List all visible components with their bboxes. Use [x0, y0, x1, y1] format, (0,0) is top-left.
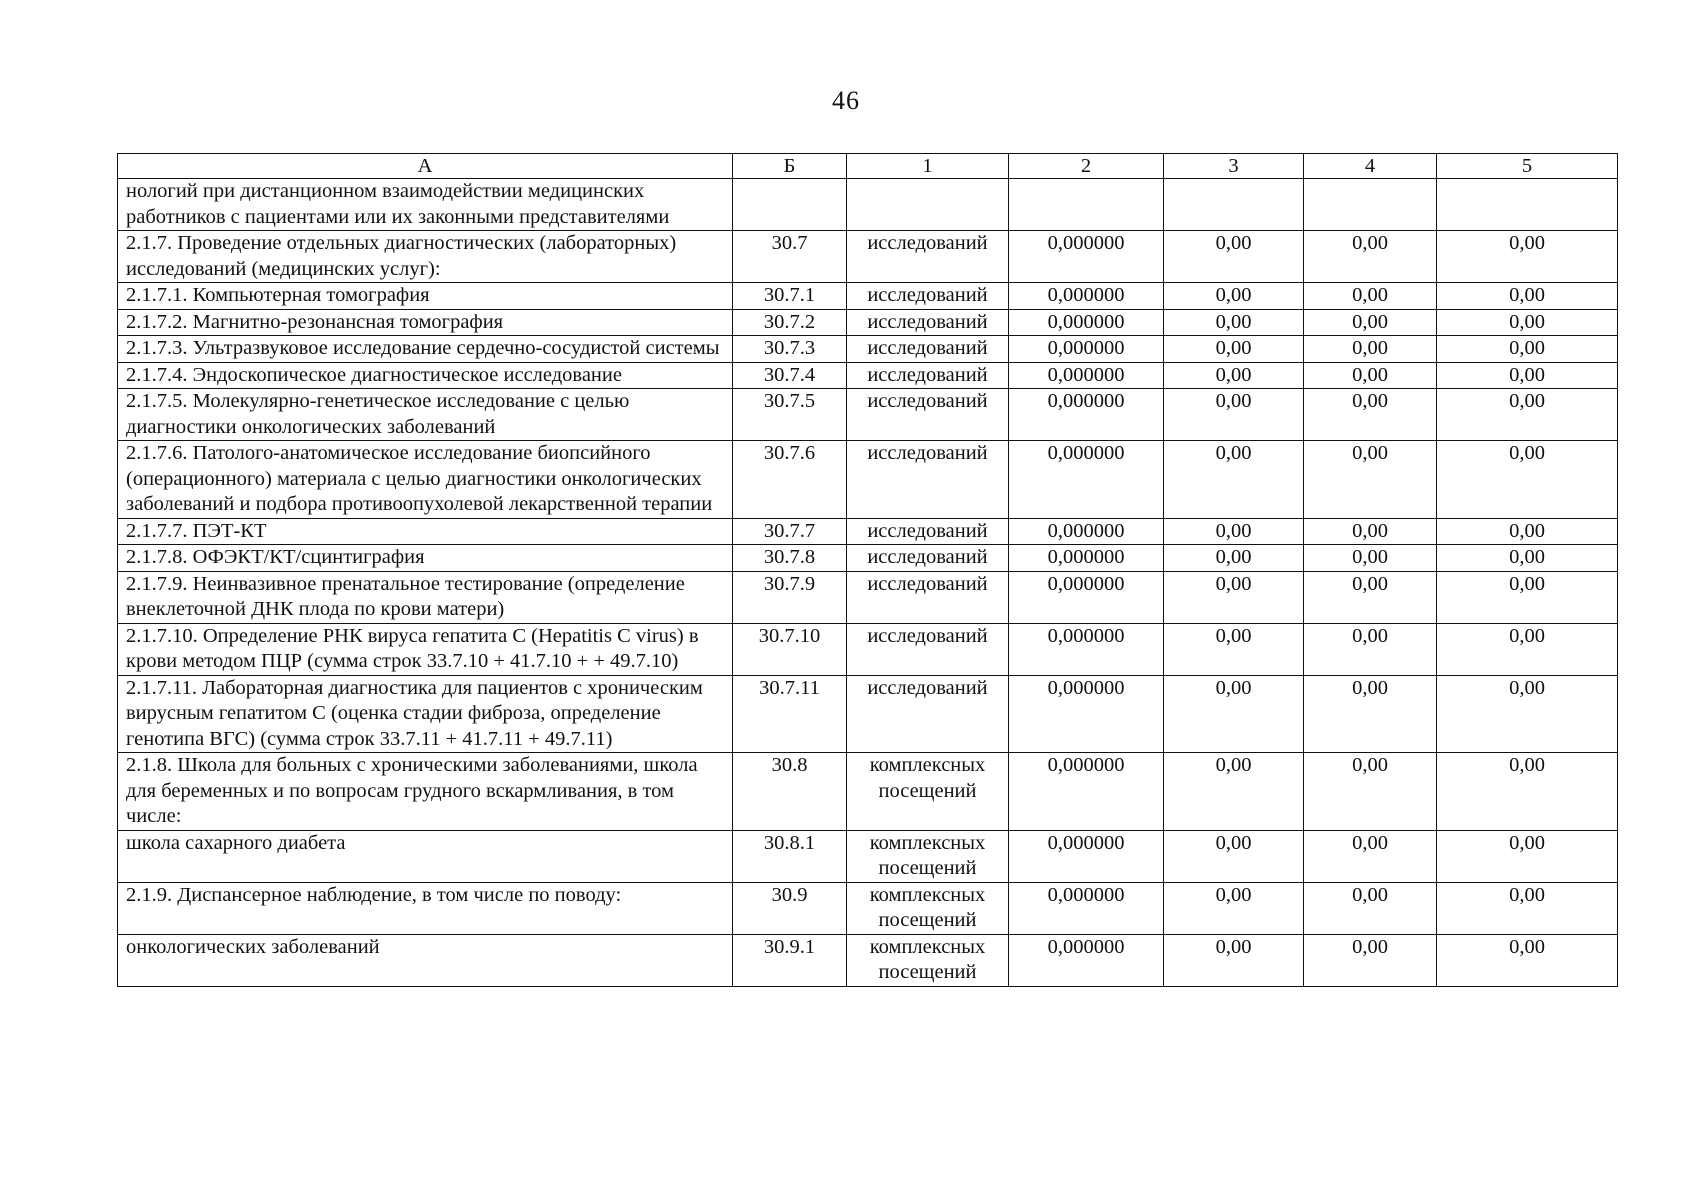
row-code-cell: 30.7.4 — [733, 362, 847, 389]
row-value-3-cell: 0,00 — [1164, 571, 1304, 623]
row-value-5-cell: 0,00 — [1437, 336, 1618, 363]
table-row — [118, 518, 1618, 545]
row-value-2-cell: 0,000000 — [1009, 518, 1164, 545]
row-value-2-cell: 0,000000 — [1009, 441, 1164, 519]
row-value-3-cell: 0,00 — [1164, 830, 1304, 882]
row-value-4-cell: 0,00 — [1304, 231, 1437, 283]
row-value-4-cell: 0,00 — [1304, 389, 1437, 441]
row-value-3-cell: 0,00 — [1164, 675, 1304, 753]
row-code-cell: 30.7.7 — [733, 518, 847, 545]
row-name-cell: 2.1.9. Диспансерное наблюдение, в том числе по поводу: — [118, 882, 733, 934]
row-value-4-cell: 0,00 — [1304, 571, 1437, 623]
row-unit-cell: комплексных посещений — [847, 882, 1009, 934]
row-code-cell — [733, 179, 847, 231]
row-value-5-cell: 0,00 — [1437, 545, 1618, 572]
row-code-cell: 30.8 — [733, 753, 847, 831]
row-code-cell: 30.7.2 — [733, 309, 847, 336]
row-value-5-cell: 0,00 — [1437, 389, 1618, 441]
row-value-4-cell: 0,00 — [1304, 753, 1437, 831]
row-value-4-cell: 0,00 — [1304, 362, 1437, 389]
row-value-2-cell: 0,000000 — [1009, 336, 1164, 363]
row-name-cell: 2.1.8. Школа для больных с хроническими заболеваниями, школа для беременных и по вопросам грудного вскармливания, в том числе: — [118, 753, 733, 831]
row-value-4-cell: 0,00 — [1304, 830, 1437, 882]
table-row — [118, 283, 1618, 310]
row-name-cell: 2.1.7.7. ПЭТ-КТ — [118, 518, 733, 545]
row-unit-cell: комплексных посещений — [847, 830, 1009, 882]
table-row — [118, 623, 1618, 675]
table-row — [118, 753, 1618, 831]
row-value-5-cell: 0,00 — [1437, 882, 1618, 934]
row-value-4-cell: 0,00 — [1304, 545, 1437, 572]
row-name-cell: 2.1.7.1. Компьютерная томография — [118, 283, 733, 310]
table-row — [118, 336, 1618, 363]
row-value-4-cell: 0,00 — [1304, 934, 1437, 986]
row-unit-cell: исследований — [847, 231, 1009, 283]
row-value-2-cell: 0,000000 — [1009, 389, 1164, 441]
page-number: 46 — [832, 86, 860, 115]
row-value-3-cell: 0,00 — [1164, 882, 1304, 934]
row-name-cell: 2.1.7.8. ОФЭКТ/КТ/сцинтиграфия — [118, 545, 733, 572]
column-header-2: 2 — [1009, 154, 1164, 179]
row-value-2-cell: 0,000000 — [1009, 934, 1164, 986]
row-value-2-cell: 0,000000 — [1009, 231, 1164, 283]
row-value-2-cell: 0,000000 — [1009, 545, 1164, 572]
row-unit-cell: исследований — [847, 283, 1009, 310]
row-code-cell: 30.7.1 — [733, 283, 847, 310]
table-row — [118, 571, 1618, 623]
row-value-4-cell: 0,00 — [1304, 518, 1437, 545]
row-unit-cell: исследований — [847, 675, 1009, 753]
table-row — [118, 362, 1618, 389]
table-row — [118, 882, 1618, 934]
row-value-3-cell: 0,00 — [1164, 336, 1304, 363]
row-code-cell: 30.8.1 — [733, 830, 847, 882]
column-header-b: Б — [733, 154, 847, 179]
row-code-cell: 30.9.1 — [733, 934, 847, 986]
row-value-5-cell — [1437, 179, 1618, 231]
row-value-3-cell: 0,00 — [1164, 934, 1304, 986]
table-row — [118, 231, 1618, 283]
row-code-cell: 30.7.9 — [733, 571, 847, 623]
table-row — [118, 830, 1618, 882]
row-unit-cell: исследований — [847, 518, 1009, 545]
row-value-5-cell: 0,00 — [1437, 518, 1618, 545]
row-code-cell: 30.7 — [733, 231, 847, 283]
row-value-5-cell: 0,00 — [1437, 571, 1618, 623]
row-value-4-cell: 0,00 — [1304, 623, 1437, 675]
row-unit-cell — [847, 179, 1009, 231]
row-unit-cell: комплексных посещений — [847, 753, 1009, 831]
row-value-2-cell: 0,000000 — [1009, 830, 1164, 882]
row-value-3-cell: 0,00 — [1164, 518, 1304, 545]
row-value-5-cell: 0,00 — [1437, 309, 1618, 336]
row-value-5-cell: 0,00 — [1437, 362, 1618, 389]
table-row — [118, 441, 1618, 519]
row-unit-cell: исследований — [847, 362, 1009, 389]
row-name-cell: 2.1.7. Проведение отдельных диагностических (лабораторных) исследований (медицинских услуг): — [118, 231, 733, 283]
row-unit-cell: исследований — [847, 336, 1009, 363]
table-row — [118, 934, 1618, 986]
row-code-cell: 30.7.3 — [733, 336, 847, 363]
row-value-4-cell: 0,00 — [1304, 309, 1437, 336]
row-code-cell: 30.7.11 — [733, 675, 847, 753]
row-value-2-cell: 0,000000 — [1009, 882, 1164, 934]
row-value-2-cell: 0,000000 — [1009, 283, 1164, 310]
row-name-cell: 2.1.7.10. Определение РНК вируса гепатита С (Hepatitis C virus) в крови методом ПЦР (сумма строк 33.7.10 + 41.7.10 + + 49.7.10) — [118, 623, 733, 675]
row-name-cell: 2.1.7.4. Эндоскопическое диагностическое исследование — [118, 362, 733, 389]
row-value-4-cell — [1304, 179, 1437, 231]
row-value-2-cell — [1009, 179, 1164, 231]
row-value-5-cell: 0,00 — [1437, 934, 1618, 986]
table-row — [118, 389, 1618, 441]
row-value-3-cell: 0,00 — [1164, 362, 1304, 389]
row-unit-cell: комплексных посещений — [847, 934, 1009, 986]
row-unit-cell: исследований — [847, 441, 1009, 519]
table-row — [118, 179, 1618, 231]
row-unit-cell: исследований — [847, 389, 1009, 441]
table-row — [118, 545, 1618, 572]
row-name-cell: 2.1.7.5. Молекулярно-генетическое исследование с целью диагностики онкологических заболеваний — [118, 389, 733, 441]
row-name-cell: 2.1.7.11. Лабораторная диагностика для пациентов с хроническим вирусным гепатитом С (оценка стадии фиброза, определение генотипа ВГС) (сумма строк 33.7.11 + 41.7.11 + 49.7.11) — [118, 675, 733, 753]
row-code-cell: 30.7.8 — [733, 545, 847, 572]
row-value-2-cell: 0,000000 — [1009, 675, 1164, 753]
row-value-5-cell: 0,00 — [1437, 231, 1618, 283]
row-value-3-cell: 0,00 — [1164, 623, 1304, 675]
row-name-cell: онкологических заболеваний — [118, 934, 733, 986]
row-unit-cell: исследований — [847, 545, 1009, 572]
row-value-4-cell: 0,00 — [1304, 441, 1437, 519]
row-value-4-cell: 0,00 — [1304, 336, 1437, 363]
row-name-cell: 2.1.7.9. Неинвазивное пренатальное тестирование (определение внеклеточной ДНК плода по крови матери) — [118, 571, 733, 623]
column-header-4: 4 — [1304, 154, 1437, 179]
row-value-2-cell: 0,000000 — [1009, 571, 1164, 623]
column-header-5: 5 — [1437, 154, 1618, 179]
row-value-4-cell: 0,00 — [1304, 882, 1437, 934]
row-value-2-cell: 0,000000 — [1009, 362, 1164, 389]
table-row — [118, 675, 1618, 753]
row-value-5-cell: 0,00 — [1437, 830, 1618, 882]
row-value-5-cell: 0,00 — [1437, 283, 1618, 310]
table-header-row — [118, 154, 1618, 179]
row-value-3-cell: 0,00 — [1164, 231, 1304, 283]
row-name-cell: 2.1.7.6. Патолого-анатомическое исследование биопсийного (операционного) материала с целью диагностики онкологических заболеваний и подбора противоопухолевой лекарственной терапии — [118, 441, 733, 519]
row-value-4-cell: 0,00 — [1304, 675, 1437, 753]
row-code-cell: 30.7.10 — [733, 623, 847, 675]
row-value-3-cell: 0,00 — [1164, 441, 1304, 519]
column-header-1: 1 — [847, 154, 1009, 179]
row-unit-cell: исследований — [847, 623, 1009, 675]
row-code-cell: 30.7.5 — [733, 389, 847, 441]
row-value-3-cell: 0,00 — [1164, 389, 1304, 441]
row-value-5-cell: 0,00 — [1437, 675, 1618, 753]
row-value-3-cell — [1164, 179, 1304, 231]
row-code-cell: 30.7.6 — [733, 441, 847, 519]
services-table — [117, 153, 1618, 987]
row-value-4-cell: 0,00 — [1304, 283, 1437, 310]
row-name-cell: школа сахарного диабета — [118, 830, 733, 882]
row-value-3-cell: 0,00 — [1164, 545, 1304, 572]
row-value-5-cell: 0,00 — [1437, 441, 1618, 519]
row-value-3-cell: 0,00 — [1164, 309, 1304, 336]
row-code-cell: 30.9 — [733, 882, 847, 934]
column-header-a: А — [118, 154, 733, 179]
table-body — [118, 179, 1618, 987]
row-value-5-cell: 0,00 — [1437, 623, 1618, 675]
column-header-3: 3 — [1164, 154, 1304, 179]
row-value-3-cell: 0,00 — [1164, 283, 1304, 310]
row-value-2-cell: 0,000000 — [1009, 623, 1164, 675]
row-name-cell: 2.1.7.3. Ультразвуковое исследование сердечно-сосудистой системы — [118, 336, 733, 363]
row-value-2-cell: 0,000000 — [1009, 753, 1164, 831]
table-row — [118, 309, 1618, 336]
row-name-cell: нологий при дистанционном взаимодействии медицинских работников с пациентами или их законными представителями — [118, 179, 733, 231]
row-name-cell: 2.1.7.2. Магнитно-резонансная томография — [118, 309, 733, 336]
row-unit-cell: исследований — [847, 309, 1009, 336]
row-value-2-cell: 0,000000 — [1009, 309, 1164, 336]
row-value-3-cell: 0,00 — [1164, 753, 1304, 831]
row-unit-cell: исследований — [847, 571, 1009, 623]
row-value-5-cell: 0,00 — [1437, 753, 1618, 831]
